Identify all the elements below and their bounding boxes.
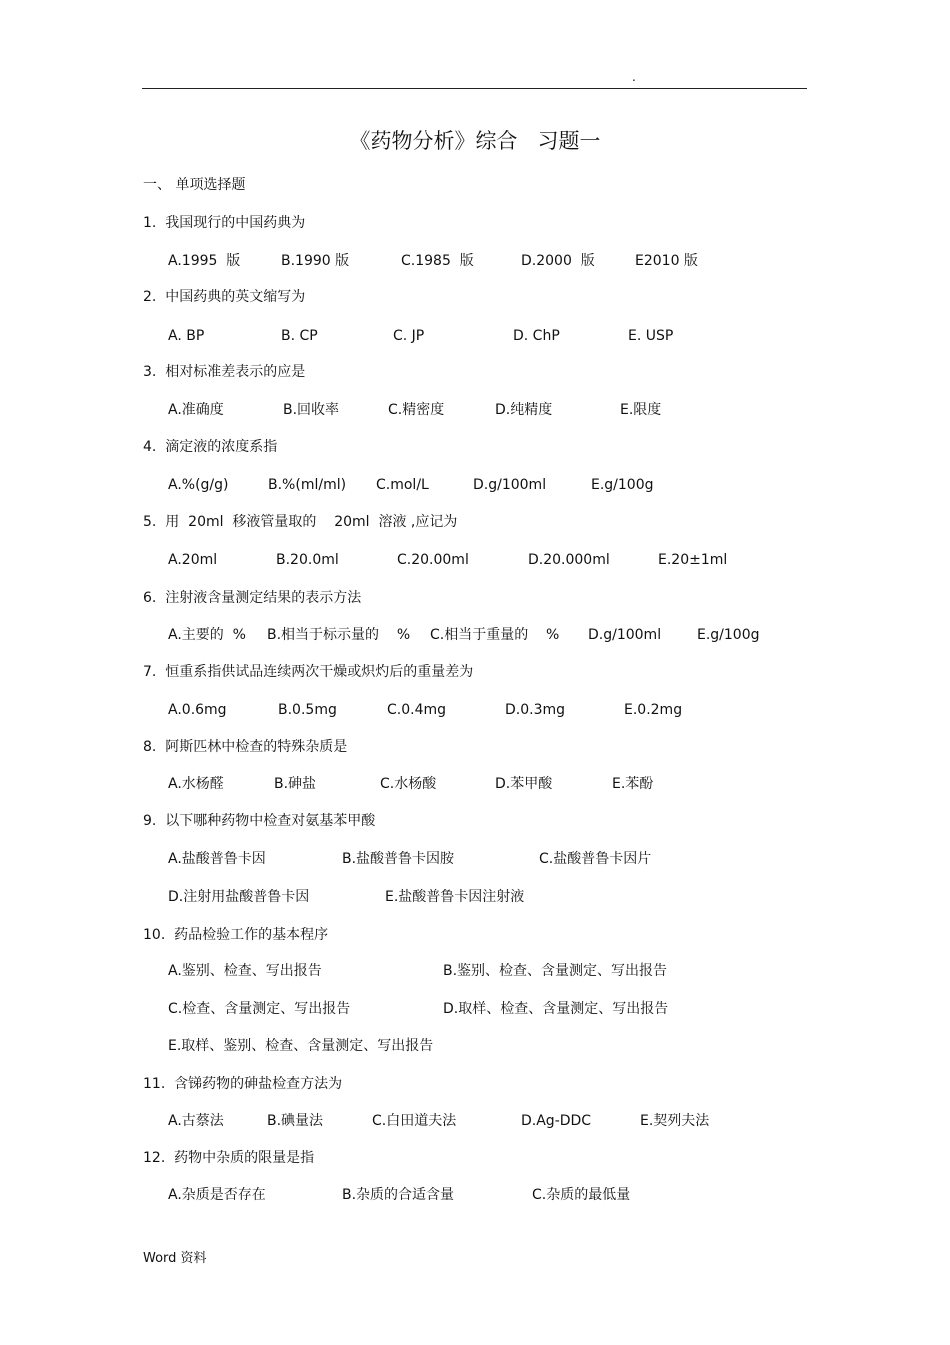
question-9-option-c: C.盐酸普鲁卡因片 [539, 851, 652, 867]
question-2-option-a: A. BP [168, 328, 205, 344]
document-title: 《药物分析》综合 习题一 [349, 129, 601, 153]
question-7-option-c: C.0.4mg [387, 702, 447, 718]
question-10-option-c: C.检查、含量测定、写出报告 [168, 1001, 351, 1017]
question-8: 8. 阿斯匹林中检查的特殊杂质是 [143, 739, 348, 755]
question-2-option-b: B. CP [281, 328, 318, 344]
page-footer: Word 资料 [143, 1251, 207, 1266]
question-4-option-a: A.%(g/g) [168, 477, 229, 493]
question-9-option-d: D.注射用盐酸普鲁卡因 [168, 889, 310, 905]
question-1-option-e: E2010 版 [635, 253, 698, 269]
question-11-option-e: E.契列夫法 [640, 1113, 710, 1129]
section-heading: 一、 单项选择题 [143, 177, 246, 193]
question-5-option-c: C.20.00ml [397, 552, 469, 568]
question-8-option-a: A.水杨醛 [168, 776, 224, 792]
question-4-option-d: D.g/100ml [473, 477, 547, 493]
question-8-option-e: E.苯酚 [612, 776, 654, 792]
question-8-option-c: C.水杨酸 [380, 776, 437, 792]
question-10-option-d: D.取样、检查、含量测定、写出报告 [443, 1001, 669, 1017]
header-mark: . [632, 70, 636, 84]
question-3-option-d: D.纯精度 [495, 402, 553, 418]
question-7-option-b: B.0.5mg [278, 702, 337, 718]
question-11: 11. 含锑药物的砷盐检查方法为 [143, 1076, 343, 1092]
question-9: 9. 以下哪种药物中检查对氨基苯甲酸 [143, 813, 376, 829]
question-11-option-b: B.碘量法 [267, 1113, 324, 1129]
question-9-option-a: A.盐酸普鲁卡因 [168, 851, 266, 867]
question-4-option-c: C.mol/L [376, 477, 429, 493]
question-12: 12. 药物中杂质的限量是指 [143, 1150, 315, 1166]
question-11-option-a: A.古蔡法 [168, 1113, 224, 1129]
question-3-option-c: C.精密度 [388, 402, 445, 418]
question-1-option-d: D.2000 版 [521, 253, 595, 269]
question-10-option-e: E.取样、鉴别、检查、含量测定、写出报告 [168, 1038, 434, 1054]
question-10-option-b: B.鉴别、检查、含量测定、写出报告 [443, 963, 668, 979]
question-12-option-c: C.杂质的最低量 [532, 1187, 631, 1203]
question-12-option-b: B.杂质的合适含量 [342, 1187, 455, 1203]
question-5-option-b: B.20.0ml [276, 552, 339, 568]
question-6: 6. 注射液含量测定结果的表示方法 [143, 590, 362, 606]
question-6-option-d: D.g/100ml [588, 627, 662, 643]
question-7-option-d: D.0.3mg [505, 702, 566, 718]
question-3-option-a: A.准确度 [168, 402, 224, 418]
question-4-option-e: E.g/100g [591, 477, 654, 493]
question-1: 1. 我国现行的中国药典为 [143, 215, 306, 231]
question-7-option-e: E.0.2mg [624, 702, 683, 718]
question-2: 2. 中国药典的英文缩写为 [143, 289, 306, 305]
question-2-option-e: E. USP [628, 328, 674, 344]
question-12-option-a: A.杂质是否存在 [168, 1187, 266, 1203]
question-1-option-c: C.1985 版 [401, 253, 474, 269]
question-1-option-a: A.1995 版 [168, 253, 241, 269]
question-3: 3. 相对标准差表示的应是 [143, 364, 306, 380]
question-9-option-b: B.盐酸普鲁卡因胺 [342, 851, 455, 867]
question-4-option-b: B.%(ml/ml) [268, 477, 347, 493]
question-11-option-c: C.白田道夫法 [372, 1113, 457, 1129]
question-6-option-a: A.主要的 % [168, 627, 246, 643]
question-1-option-b: B.1990 版 [281, 253, 350, 269]
question-2-option-c: C. JP [393, 328, 425, 344]
question-4: 4. 滴定液的浓度系指 [143, 439, 278, 455]
question-9-option-e: E.盐酸普鲁卡因注射液 [385, 889, 525, 905]
question-7: 7. 恒重系指供试品连续两次干燥或炽灼后的重量差为 [143, 664, 474, 680]
question-5-option-d: D.20.000ml [528, 552, 610, 568]
question-10-option-a: A.鉴别、检查、写出报告 [168, 963, 322, 979]
question-5-option-e: E.20±1ml [658, 552, 728, 568]
question-8-option-d: D.苯甲酸 [495, 776, 553, 792]
header-rule [142, 88, 807, 89]
question-6-option-b: B.相当于标示量的 % [267, 627, 411, 643]
question-2-option-d: D. ChP [513, 328, 560, 344]
question-3-option-e: E.限度 [620, 402, 662, 418]
question-7-option-a: A.0.6mg [168, 702, 227, 718]
question-8-option-b: B.砷盐 [274, 776, 317, 792]
question-3-option-b: B.回收率 [283, 402, 340, 418]
question-5-option-a: A.20ml [168, 552, 218, 568]
question-11-option-d: D.Ag-DDC [521, 1113, 592, 1129]
question-10: 10. 药品检验工作的基本程序 [143, 927, 329, 943]
question-6-option-c: C.相当于重量的 % [430, 627, 560, 643]
question-5: 5. 用 20ml 移液管量取的 20ml 溶液 ,应记为 [143, 514, 458, 530]
question-6-option-e: E.g/100g [697, 627, 760, 643]
